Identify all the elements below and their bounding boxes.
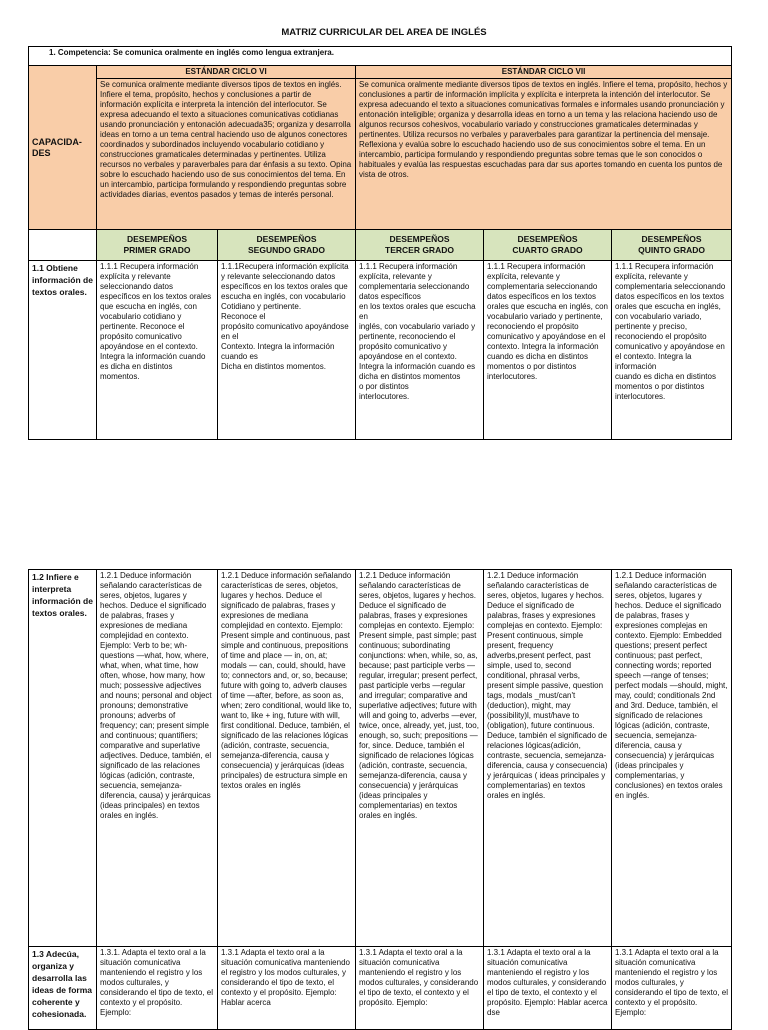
page-title: MATRIZ CURRICULAR DEL AREA DE INGLÉS bbox=[281, 27, 487, 38]
capacidades-label: CAPACIDA- DES bbox=[29, 66, 97, 230]
desempeno-cell: 1.3.1 Adapta el texto oral a la situación comunicativa manteniendo el registro y los modos culturales, y considerando el tipo de texto, el contexto y el propósito. Ejemplo: Hablar acerca bbox=[218, 947, 356, 1030]
desempeno-cell: 1.3.1. Adapta el texto oral a la situación comunicativa manteniendo el registro y los modos culturales, y considerando el tipo de texto, el contexto y el propósito. Ejemplo: bbox=[97, 947, 218, 1030]
desempeno-cell: 1.3.1 Adapta el texto oral a la situación comunicativa manteniendo el registro y los modos culturales, y considerando el tipo de texto, el contexto y el propósito. Ejemplo: bbox=[356, 947, 484, 1030]
desempeno-cell: 1.2.1 Deduce información señalando características de seres, objetos, lugares y hechos. Deduce el significado de palabras, frases y expresiones complejas en contexto. Ejemplo: Embedded questions; present perfect continuous; past perfect, connecting words; reported speech —range of tenses; perfect modals —should, might, may, could; conditionals 2nd and 3rd. Deduce, también, el significado de relaciones lógicas (adición, contraste, secuencia, semejanza-diferencia, causa y consecuencia) y jerárquicas (ideas principales y complementarias, y conclusiones) en textos orales en inglés. bbox=[612, 570, 732, 947]
desempeno-cell: 1.2.1 Deduce información señalando características de seres, objetos, lugares y hechos. Deduce el significado de palabras, frases y expresiones de mediana complejidad en contexto. Ejemplo: Verb to be; wh-questions —what, how, where, what, when, what time, how often, whose, how many, how much; possessive adjectives and nouns; personal and object pronouns; demonstrative pronouns; adverbs of frequency; can; present simple and continuous; quantifiers; comparative and superlative adjectives. Deduce, también, el significado de las relaciones lógicas (adición, contraste, secuencia, semejanza-diferencia, causa) y jerárquicas (ideas principales) en textos orales en inglés. bbox=[97, 570, 218, 947]
row-label: 1.3 Adecúa, organiza y desarrolla las ideas de forma coherente y cohesionada. bbox=[29, 947, 97, 1030]
desempeno-cell: 1.1.1 Recupera información explícita, relevante y complementaria seleccionando datos específicos en los textos orales que escucha en inglés, con vocabulario variado y pertinente, reconociendo el propósito comunicativo y apoyándose en el contexto. Integra la información cuando es dicha en distintos momentos o por distintos interlocutores. bbox=[356, 261, 484, 440]
desempeno-cell: 1.1.1Recupera información explícita y relevante seleccionando datos específicos en los textos orales que escucha en inglés, con vocabulario Cotidiano y pertinente. Reconoce el propósito comunicativo apoyándose en el Contexto. Integra la información cuando es Dicha en distintos momentos. bbox=[218, 261, 356, 440]
empty-cell bbox=[29, 230, 97, 261]
desempeno-cell: 1.3.1 Adapta el texto oral a la situación comunicativa manteniendo el registro y los modos culturales, y considerando el tipo de texto, el contexto y el propósito. Ejemplo: Hablar acerca dse bbox=[484, 947, 612, 1030]
desempeno-cell: 1.1.1 Recupera información explícita y relevante seleccionando datos específicos en los textos orales que escucha en inglés, con vocabulario cotidiano y pertinente. Reconoce el propósito comunicativo apoyándose en el contexto. Integra la información cuando es dicha en distintos momentos. bbox=[97, 261, 218, 440]
ciclo7-standard-text: Se comunica oralmente mediante diversos tipos de textos en inglés. Infiere el tema, propósito, hechos y conclusiones a partir de información implícita y explícita e interpreta la intención del interlocutor. Se expresa adecuando el texto a situaciones comunicativas formales e informales usando pronunciación y entonación inteligible; organiza y desarrolla ideas en torno a un tema y las relaciona haciendo uso de algunos recursos cohesivos, vocabulario variado y construcciones gramaticales determinadas y pertinentes. Utiliza recursos no verbales y paraverbales para garantizar la pertinencia del mensaje. Reflexiona y evalúa sobre lo escuchado haciendo uso de sus conocimientos sobre el tema. En un intercambio, participa formulando y respondiendo preguntas sobre temas que le son conocidos o habituales y evalúa las respuestas escuchadas para dar sus aportes tomando en cuenta los puntos de vista de otros. bbox=[356, 79, 732, 230]
grade-header-3: DESEMPEÑOS TERCER GRADO bbox=[356, 230, 484, 261]
ciclo6-header: ESTÁNDAR CICLO VI bbox=[97, 66, 356, 79]
grade-header-5: DESEMPEÑOS QUINTO GRADO bbox=[612, 230, 732, 261]
ciclo7-header: ESTÁNDAR CICLO VII bbox=[356, 66, 732, 79]
ciclo6-standard-text: Se comunica oralmente mediante diversos tipos de textos en inglés. Infiere el tema, propósito, hechos y conclusiones a partir de información explícita e interpreta la intención del interlocutor. Se expresa adecuando el texto a situaciones comunicativas cotidianas usando pronunciación y entonación adecuada35; organiza y desarrolla ideas en torno a un tema central haciendo uso de algunos conectores coordinados y subordinados incluyendo vocabulario cotidiano y construcciones gramaticales determinadas y pertinentes. Utiliza recursos no verbales y paraverbales para dar énfasis a su texto. Opina sobre lo escuchado haciendo uso de sus conocimientos del tema. En un intercambio, participa formulando y respondiendo preguntas sobre actividades diarias, eventos pasados y temas de interés personal. bbox=[97, 79, 356, 230]
table-row bbox=[29, 570, 732, 947]
desempeno-cell: 1.1.1 Recupera información explícita, relevante y complementaria seleccionando datos específicos en los textos orales que escucha en inglés, con vocabulario variado, pertinente y preciso, reconociendo el propósito comunicativo y apoyándose en el contexto. Integra la información cuando es dicha en distintos momentos o por distintos interlocutores. bbox=[612, 261, 732, 440]
competencia-heading: 1. Competencia: Se comunica oralmente en inglés como lengua extranjera. bbox=[29, 47, 732, 66]
grade-header-1: DESEMPEÑOS PRIMER GRADO bbox=[97, 230, 218, 261]
row-label: 1.2 Infiere e interpreta información de textos orales. bbox=[29, 570, 97, 947]
desempeno-cell: 1.2.1 Deduce información señalando características de seres, objetos, lugares y hechos. Deduce el significado de palabras, frases y expresiones complejas en contexto. Ejemplo: Present continuous, simple present, frequency adverbs,present perfect, past simple, used to, second conditional, phrasal verbs, present simple passive, question tags, modals _must/can't (deduction), might, may (possibility)l, must/have to (obligation), future continuous. Deduce, también el significado de relaciones lógicas(adición, contraste, secuencia, semejanza- diferencia, causa y consecuencia) y jerárquicas ( ideas principales y complementarias) en textos orales en inglés. bbox=[484, 570, 612, 947]
row-label: 1.1 Obtiene información de textos orales. bbox=[29, 261, 97, 440]
desempeno-cell: 1.2.1 Deduce información señalando características de seres, objetos, lugares y hechos. Deduce el significado de palabras, frases y expresiones complejas en contexto. Ejemplo: Present simple, past simple; past continuous; subordinating conjunctions: when, while, so, as, because; past participle verbs —regular, irregular; present perfect, past participle verbs —regular and irregular; comparative and superlative adjectives; future with will and going to, adverbs —ever, twice, once, already, yet, just, too, enough, so, such; prepositions —for, since. Deduce, también el significado de relaciones lógicas (adición, contraste, secuencia, semejanza-diferencia, causa y consecuencia) y jerárquicas (ideas principales y complementarias) en textos orales en inglés. bbox=[356, 570, 484, 947]
desempeno-cell: 1.1.1 Recupera información explícita, relevante y complementaria seleccionando datos específicos en los textos orales que escucha en inglés, con vocabulario variado y pertinente, reconociendo el propósito comunicativo y apoyándose en el contexto. Integra la información cuando es dicha en distintos momentos o por distintos interlocutores. bbox=[484, 261, 612, 440]
curriculum-table-top bbox=[28, 46, 732, 440]
table-row bbox=[29, 261, 732, 440]
grade-header-2: DESEMPEÑOS SEGUNDO GRADO bbox=[218, 230, 356, 261]
grade-header-4: DESEMPEÑOS CUARTO GRADO bbox=[484, 230, 612, 261]
desempeno-cell: 1.3.1 Adapta el texto oral a la situación comunicativa manteniendo el registro y los modos culturales, y considerando el tipo de texto, el contexto y el propósito. Ejemplo: bbox=[612, 947, 732, 1030]
desempeno-cell: 1.2.1 Deduce información señalando características de seres, objetos, lugares y hechos. Deduce el significado de palabras, frases y expresiones de mediana complejidad en contexto. Ejemplo: Present simple and continuous, past simple and continuous, prepositions of time and place — in, on, at; modals — can, could, should, have to; connectors and, or, so, because; future with going to, adverb clauses of time —after, before, as soon as, when; zero conditional, would like to, want to, like + ing, future with will, first conditional. Deduce, también, el significado de las relaciones lógicas (adición, contraste, secuencia, semejanza-diferencia, causa y consecuencia) y jerárquicas (ideas principales) de estructura simple en textos orales en inglés bbox=[218, 570, 356, 947]
curriculum-table-bottom bbox=[28, 569, 732, 1030]
table-row bbox=[29, 947, 732, 1030]
